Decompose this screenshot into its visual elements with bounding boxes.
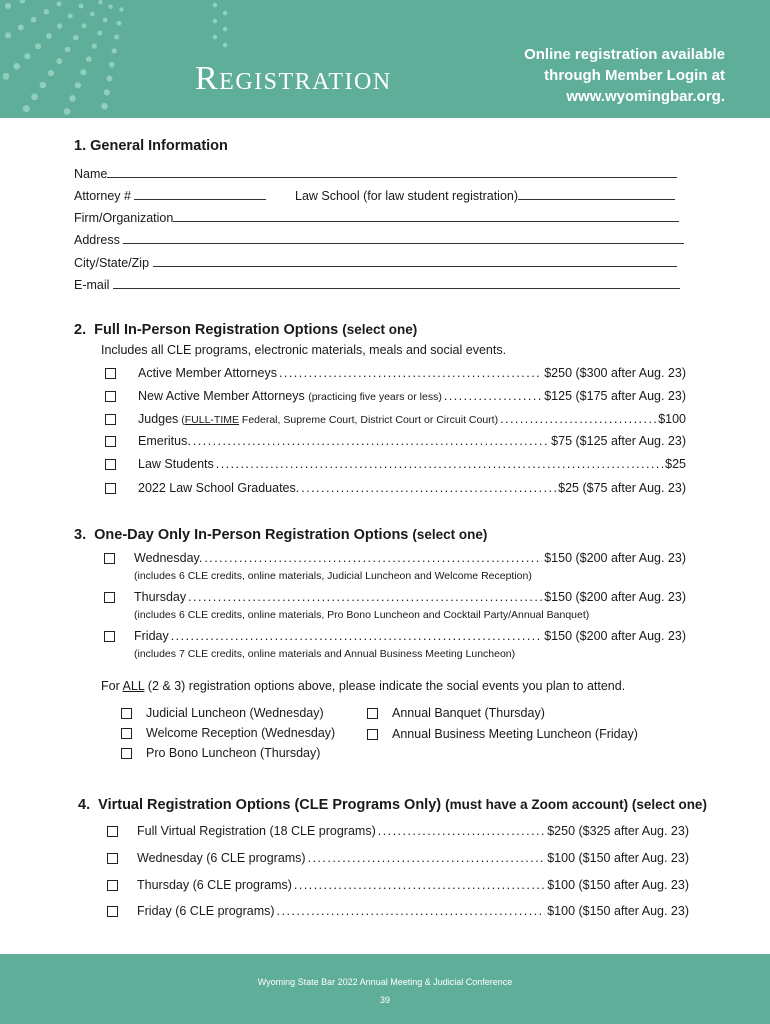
decorative-dot [44, 9, 49, 14]
decorative-dot [64, 108, 71, 115]
dot-leader [294, 878, 545, 892]
address-field[interactable]: Address [74, 233, 684, 247]
one-day-0-option[interactable] [134, 551, 686, 565]
full-registration-3-checkbox[interactable] [105, 436, 116, 447]
city-state-zip-field[interactable]: City/State/Zip [74, 256, 677, 270]
decorative-dot [69, 95, 76, 102]
decorative-dot [112, 48, 117, 53]
online-registration-note: Online registration available through Member Login at www.wyomingbar.org. [425, 44, 725, 107]
decorative-dot [223, 43, 228, 48]
decorative-dot [57, 23, 62, 28]
social-event-checkbox[interactable] [121, 748, 132, 759]
virtual-0-checkbox[interactable] [107, 826, 118, 837]
option-label: Wednesday (6 CLE programs) [137, 851, 306, 865]
social-event-checkbox[interactable] [367, 708, 378, 719]
decorative-dot [35, 43, 41, 49]
social-event-option[interactable] [121, 706, 324, 720]
social-event-label: Judicial Luncheon (Wednesday) [146, 706, 324, 720]
decorative-dot [56, 58, 62, 64]
decorative-dot [18, 25, 24, 31]
section2-subtitle: Includes all CLE programs, electronic materials, meals and social events. [101, 343, 507, 357]
full-registration-5-option[interactable] [138, 481, 686, 495]
decorative-dot [101, 103, 108, 110]
decorative-dot [20, 0, 26, 3]
decorative-dot [73, 35, 78, 40]
decorative-dot [23, 105, 30, 112]
section4-heading: 4. Virtual Registration Options (CLE Programs Only) (must have a Zoom account) (select one) [78, 797, 707, 813]
option-price: $250 ($325 after Aug. 23) [547, 824, 689, 838]
option-price: $125 ($175 after Aug. 23) [544, 389, 686, 403]
decorative-dot [5, 32, 11, 38]
decorative-dot [114, 35, 119, 40]
decorative-dot [46, 33, 52, 39]
virtual-3-option[interactable] [137, 904, 689, 918]
decorative-dot [86, 56, 92, 62]
dot-leader [277, 904, 546, 918]
decorative-dot [213, 35, 218, 40]
law-school-field[interactable]: Law School (for law student registration) [295, 189, 675, 203]
virtual-0-option[interactable] [137, 824, 689, 838]
dot-leader [193, 434, 549, 448]
dot-leader [500, 412, 656, 426]
option-label: Thursday (6 CLE programs) [137, 878, 292, 892]
option-price: $250 ($300 after Aug. 23) [544, 366, 686, 380]
full-registration-5-checkbox[interactable] [105, 483, 116, 494]
virtual-2-option[interactable] [137, 878, 689, 892]
decorative-dot [57, 1, 62, 6]
dot-leader [301, 481, 556, 495]
virtual-1-option[interactable] [137, 851, 689, 865]
footer-text: Wyoming State Bar 2022 Annual Meeting & Judicial Conference [257, 977, 513, 987]
decorative-dot [75, 82, 81, 88]
virtual-3-checkbox[interactable] [107, 906, 118, 917]
decorative-dot [48, 70, 54, 76]
one-day-1-checkbox[interactable] [104, 592, 115, 603]
decorative-dot [103, 18, 108, 23]
option-price: $25 [665, 457, 686, 471]
one-day-0-checkbox[interactable] [104, 553, 115, 564]
option-price: $25 ($75 after Aug. 23) [558, 481, 686, 495]
virtual-2-checkbox[interactable] [107, 880, 118, 891]
decorative-dot [117, 21, 122, 26]
option-price: $100 ($150 after Aug. 23) [547, 851, 689, 865]
decorative-dot [98, 0, 102, 4]
decorative-dot [213, 19, 218, 24]
dot-leader [444, 389, 542, 403]
decorative-dot [108, 5, 112, 9]
section1-heading: 1. General Information [74, 138, 228, 154]
decorative-dot [65, 47, 71, 53]
one-day-2-option[interactable] [134, 629, 686, 643]
full-registration-4-option[interactable] [138, 457, 686, 471]
decorative-dot [109, 62, 115, 68]
one-day-2-checkbox[interactable] [104, 631, 115, 642]
decorative-dot [82, 23, 87, 28]
virtual-1-checkbox[interactable] [107, 853, 118, 864]
dot-leader [188, 590, 542, 604]
decorative-dot [31, 17, 37, 23]
header-banner [0, 0, 770, 118]
dot-leader [204, 551, 542, 565]
footer-banner [0, 954, 770, 1024]
option-label: 2022 Law School Graduates. [138, 481, 300, 495]
social-event-checkbox[interactable] [121, 728, 132, 739]
social-event-option[interactable] [121, 726, 335, 740]
option-price: $100 [658, 412, 686, 426]
decorative-dot [31, 93, 38, 100]
option-label: Wednesday. [134, 551, 203, 565]
decorative-dot [24, 53, 30, 59]
option-description: (includes 6 CLE credits, online materials, Judicial Luncheon and Welcome Reception) [134, 570, 532, 582]
decorative-dot [79, 4, 84, 9]
website-link[interactable]: www.wyomingbar.org. [566, 88, 725, 105]
social-event-label: Annual Banquet (Thursday) [392, 706, 545, 720]
decorative-dot [5, 3, 11, 9]
option-label: Judges (FULL-TIME Federal, Supreme Court, District Court or Circuit Court) [138, 412, 499, 426]
social-event-label: Pro Bono Luncheon (Thursday) [146, 746, 321, 760]
section2-heading: 2. Full In-Person Registration Options (select one) [74, 322, 418, 338]
decorative-dot [3, 73, 10, 80]
dot-leader [279, 366, 542, 380]
attorney-number-field[interactable]: Attorney # [74, 189, 266, 203]
decorative-dot [223, 11, 228, 16]
social-event-label: Annual Business Meeting Luncheon (Friday) [392, 727, 638, 741]
option-price: $75 ($125 after Aug. 23) [551, 434, 686, 448]
full-registration-4-checkbox[interactable] [105, 459, 116, 470]
full-registration-2-checkbox[interactable] [105, 414, 116, 425]
social-event-checkbox[interactable] [121, 708, 132, 719]
decorative-dot [90, 12, 95, 17]
decorative-dot [223, 27, 228, 32]
section3-heading: 3. One-Day Only In-Person Registration Options (select one) [74, 527, 488, 543]
decorative-dot [68, 14, 73, 19]
full-registration-0-option[interactable] [138, 366, 686, 380]
option-label: Friday (6 CLE programs) [137, 904, 275, 918]
full-registration-1-option[interactable] [138, 389, 686, 403]
one-day-1-option[interactable] [134, 590, 686, 604]
social-event-option[interactable] [367, 727, 638, 741]
dot-leader [378, 824, 545, 838]
dot-leader [216, 457, 663, 471]
decorative-dot [104, 89, 110, 95]
full-registration-0-checkbox[interactable] [105, 368, 116, 379]
social-event-option[interactable] [367, 706, 545, 720]
decorative-dot [213, 3, 218, 8]
decorative-dot [80, 69, 86, 75]
decorative-dot [97, 31, 102, 36]
decorative-dots-pattern [0, 0, 240, 118]
option-label: New Active Member Attorneys (practicing five years or less) [138, 389, 442, 403]
full-registration-2-option[interactable] [138, 412, 686, 426]
option-label: Thursday [134, 590, 187, 604]
name-field[interactable]: Name [74, 167, 677, 181]
social-events-prompt: For ALL (2 & 3) registration options above, please indicate the social events you plan to attend. [101, 679, 626, 693]
option-label: Friday [134, 629, 169, 643]
social-event-checkbox[interactable] [367, 729, 378, 740]
option-price: $150 ($200 after Aug. 23) [544, 590, 686, 604]
dot-leader [171, 629, 542, 643]
option-price: $150 ($200 after Aug. 23) [544, 629, 686, 643]
full-registration-1-checkbox[interactable] [105, 391, 116, 402]
decorative-dot [40, 82, 47, 89]
page-title: Registration [195, 60, 392, 97]
firm-field[interactable]: Firm/Organization [74, 211, 679, 225]
email-field[interactable]: E-mail [74, 278, 680, 292]
full-registration-3-option[interactable] [138, 434, 686, 448]
decorative-dot [13, 63, 20, 70]
option-price: $150 ($200 after Aug. 23) [544, 551, 686, 565]
option-description: (includes 6 CLE credits, online materials, Pro Bono Luncheon and Cocktail Party/Annual Banquet) [134, 609, 590, 621]
option-label: Emeritus. [138, 434, 191, 448]
decorative-dot [106, 76, 112, 82]
decorative-dot [92, 43, 97, 48]
option-description: (includes 7 CLE credits, online materials and Annual Business Meeting Luncheon) [134, 648, 516, 660]
option-label: Law Students [138, 457, 214, 471]
option-label: Active Member Attorneys [138, 366, 277, 380]
option-price: $100 ($150 after Aug. 23) [547, 904, 689, 918]
social-event-option[interactable] [121, 746, 320, 760]
decorative-dot [119, 7, 123, 11]
social-event-label: Welcome Reception (Wednesday) [146, 726, 336, 740]
option-price: $100 ($150 after Aug. 23) [547, 878, 689, 892]
dot-leader [308, 851, 546, 865]
page-number: 39 [379, 995, 390, 1005]
option-label: Full Virtual Registration (18 CLE programs) [137, 824, 376, 838]
